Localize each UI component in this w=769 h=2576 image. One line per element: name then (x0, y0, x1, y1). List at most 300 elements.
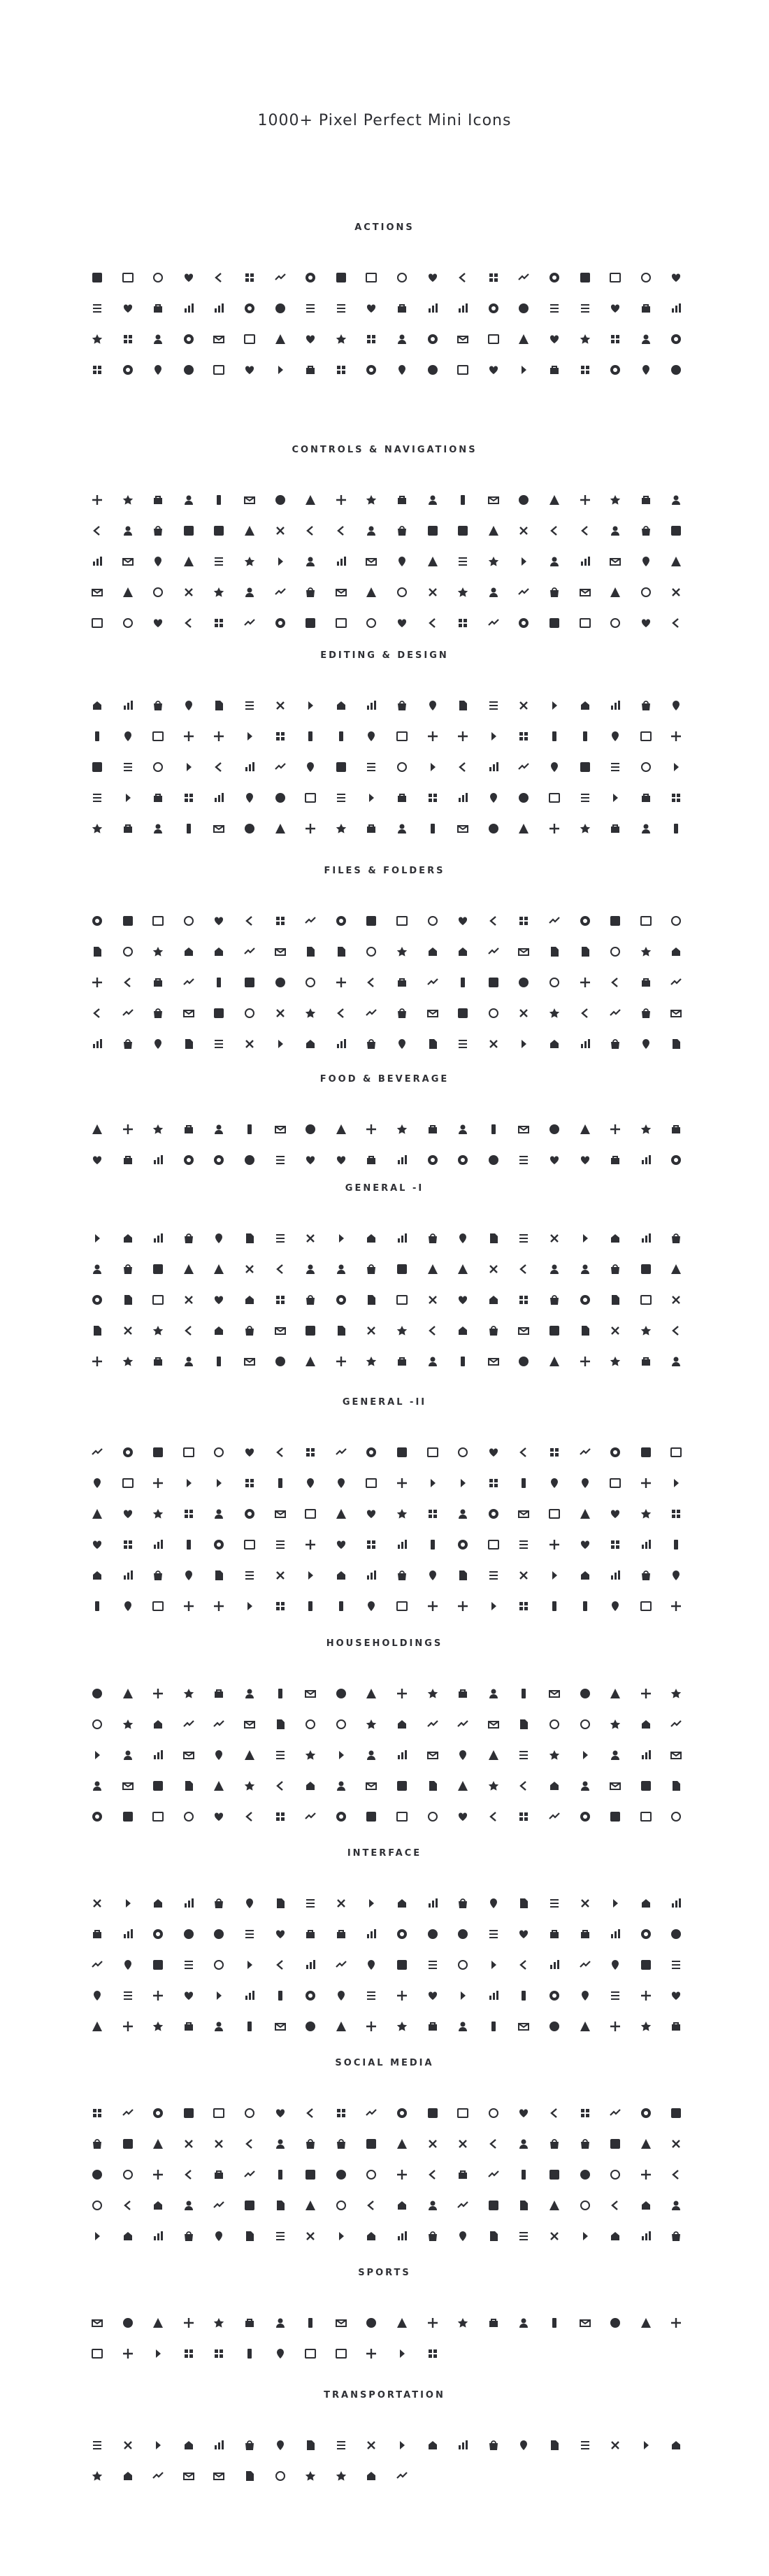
general2-glyph-icon (274, 1538, 287, 1551)
controls-glyph-icon (457, 617, 469, 629)
sports-glyph-icon (335, 2347, 347, 2360)
editing-glyph-icon (670, 699, 682, 712)
section-title: GENERAL -I (345, 1183, 424, 1194)
files-glyph-icon (182, 976, 195, 989)
actions-glyph-icon (548, 302, 561, 315)
editing-glyph-icon (91, 792, 103, 804)
interface-glyph-icon (122, 2020, 134, 2033)
actions-glyph-icon (396, 271, 408, 284)
files-glyph-icon (213, 915, 225, 927)
icon-row (91, 699, 678, 713)
social-glyph-icon (274, 2168, 287, 2181)
food-glyph-icon (335, 1123, 347, 1136)
files-glyph-icon (579, 945, 591, 958)
editing-glyph-icon (304, 730, 317, 743)
controls-glyph-icon (182, 555, 195, 568)
editing-glyph-icon (670, 761, 682, 773)
social-glyph-icon (91, 2199, 103, 2212)
editing-glyph-icon (609, 761, 621, 773)
food-glyph-icon (152, 1123, 164, 1136)
controls-glyph-icon (91, 586, 103, 599)
general2-glyph-icon (365, 1569, 378, 1582)
general1-glyph-icon (670, 1324, 682, 1337)
house-glyph-icon (670, 1810, 682, 1823)
transport-glyph-icon (396, 2470, 408, 2482)
general1-glyph-icon (609, 1232, 621, 1245)
sports-glyph-icon (213, 2347, 225, 2360)
interface-glyph-icon (640, 2020, 652, 2033)
food-glyph-icon (579, 1123, 591, 1136)
general2-glyph-icon (457, 1508, 469, 1520)
general2-glyph-icon (426, 1477, 439, 1489)
transport-glyph-icon (335, 2470, 347, 2482)
interface-glyph-icon (243, 1897, 256, 1910)
general1-glyph-icon (91, 1294, 103, 1306)
social-glyph-icon (274, 2107, 287, 2119)
controls-glyph-icon (243, 494, 256, 506)
files-glyph-icon (548, 915, 561, 927)
house-glyph-icon (274, 1810, 287, 1823)
icon-row (91, 730, 678, 744)
general2-glyph-icon (609, 1477, 621, 1489)
editing-glyph-icon (243, 792, 256, 804)
house-glyph-icon (122, 1687, 134, 1700)
general1-glyph-icon (335, 1355, 347, 1368)
interface-glyph-icon (152, 1928, 164, 1940)
food-glyph-icon (243, 1154, 256, 1166)
files-glyph-icon (396, 1038, 408, 1050)
general1-glyph-icon (243, 1232, 256, 1245)
files-glyph-icon (182, 945, 195, 958)
general1-glyph-icon (122, 1355, 134, 1368)
editing-glyph-icon (335, 822, 347, 835)
actions-glyph-icon (304, 271, 317, 284)
controls-glyph-icon (91, 555, 103, 568)
files-glyph-icon (122, 1038, 134, 1050)
files-glyph-icon (396, 915, 408, 927)
controls-glyph-icon (152, 586, 164, 599)
transport-glyph-icon (91, 2439, 103, 2452)
files-glyph-icon (243, 976, 256, 989)
general2-glyph-icon (457, 1600, 469, 1612)
interface-glyph-icon (426, 1989, 439, 2002)
house-glyph-icon (122, 1718, 134, 1731)
icon-row (91, 494, 678, 508)
food-glyph-icon (304, 1154, 317, 1166)
controls-glyph-icon (609, 524, 621, 537)
editing-glyph-icon (457, 761, 469, 773)
actions-glyph-icon (152, 333, 164, 345)
transport-glyph-icon (91, 2470, 103, 2482)
actions-glyph-icon (579, 271, 591, 284)
interface-glyph-icon (579, 1959, 591, 1971)
files-glyph-icon (517, 945, 530, 958)
editing-glyph-icon (457, 792, 469, 804)
section-title: SOCIAL MEDIA (335, 2058, 434, 2068)
files-glyph-icon (579, 1007, 591, 1019)
interface-glyph-icon (609, 1897, 621, 1910)
controls-glyph-icon (365, 555, 378, 568)
files-glyph-icon (426, 976, 439, 989)
house-glyph-icon (152, 1810, 164, 1823)
interface-glyph-icon (396, 1959, 408, 1971)
food-glyph-icon (457, 1123, 469, 1136)
section-title: ACTIONS (354, 222, 415, 233)
editing-glyph-icon (152, 699, 164, 712)
controls-glyph-icon (426, 524, 439, 537)
transport-glyph-icon (487, 2439, 500, 2452)
general1-glyph-icon (243, 1263, 256, 1275)
house-glyph-icon (609, 1749, 621, 1761)
interface-glyph-icon (182, 1959, 195, 1971)
interface-glyph-icon (274, 1897, 287, 1910)
interface-glyph-icon (304, 1928, 317, 1940)
general1-glyph-icon (396, 1294, 408, 1306)
house-glyph-icon (640, 1810, 652, 1823)
general1-glyph-icon (579, 1263, 591, 1275)
controls-glyph-icon (122, 555, 134, 568)
actions-glyph-icon (426, 302, 439, 315)
social-glyph-icon (182, 2230, 195, 2242)
controls-glyph-icon (182, 494, 195, 506)
actions-glyph-icon (517, 364, 530, 376)
editing-glyph-icon (91, 730, 103, 743)
sports-glyph-icon (304, 2347, 317, 2360)
social-glyph-icon (487, 2138, 500, 2150)
files-glyph-icon (517, 915, 530, 927)
icon-row (91, 364, 678, 378)
editing-glyph-icon (91, 761, 103, 773)
interface-glyph-icon (457, 1928, 469, 1940)
general2-glyph-icon (640, 1538, 652, 1551)
files-glyph-icon (243, 1038, 256, 1050)
controls-glyph-icon (517, 494, 530, 506)
house-glyph-icon (457, 1687, 469, 1700)
editing-glyph-icon (426, 822, 439, 835)
files-glyph-icon (91, 1038, 103, 1050)
food-glyph-icon (213, 1123, 225, 1136)
controls-glyph-icon (579, 555, 591, 568)
interface-glyph-icon (548, 1959, 561, 1971)
social-glyph-icon (213, 2138, 225, 2150)
actions-glyph-icon (670, 271, 682, 284)
general2-glyph-icon (396, 1508, 408, 1520)
controls-glyph-icon (213, 555, 225, 568)
general1-glyph-icon (152, 1294, 164, 1306)
controls-glyph-icon (304, 524, 317, 537)
general2-glyph-icon (548, 1446, 561, 1459)
interface-glyph-icon (548, 1928, 561, 1940)
transport-glyph-icon (243, 2439, 256, 2452)
food-glyph-icon (274, 1123, 287, 1136)
general2-glyph-icon (396, 1569, 408, 1582)
house-glyph-icon (396, 1687, 408, 1700)
general1-glyph-icon (304, 1263, 317, 1275)
house-glyph-icon (579, 1687, 591, 1700)
actions-glyph-icon (365, 333, 378, 345)
controls-glyph-icon (396, 524, 408, 537)
general2-glyph-icon (274, 1569, 287, 1582)
food-glyph-icon (335, 1154, 347, 1166)
social-glyph-icon (365, 2168, 378, 2181)
editing-glyph-icon (426, 792, 439, 804)
controls-glyph-icon (243, 555, 256, 568)
social-glyph-icon (609, 2199, 621, 2212)
icon-row (91, 1038, 678, 1052)
social-glyph-icon (609, 2107, 621, 2119)
sports-glyph-icon (365, 2347, 378, 2360)
general1-glyph-icon (182, 1294, 195, 1306)
social-glyph-icon (396, 2138, 408, 2150)
food-glyph-icon (609, 1123, 621, 1136)
interface-glyph-icon (304, 1959, 317, 1971)
house-glyph-icon (213, 1687, 225, 1700)
food-glyph-icon (426, 1123, 439, 1136)
icon-row (91, 761, 678, 775)
editing-glyph-icon (609, 699, 621, 712)
house-glyph-icon (426, 1810, 439, 1823)
house-glyph-icon (274, 1718, 287, 1731)
editing-glyph-icon (457, 699, 469, 712)
general1-glyph-icon (91, 1232, 103, 1245)
social-glyph-icon (335, 2168, 347, 2181)
files-glyph-icon (182, 1038, 195, 1050)
social-glyph-icon (426, 2138, 439, 2150)
files-glyph-icon (609, 976, 621, 989)
social-glyph-icon (304, 2138, 317, 2150)
social-glyph-icon (365, 2107, 378, 2119)
house-glyph-icon (243, 1749, 256, 1761)
general2-glyph-icon (304, 1477, 317, 1489)
interface-glyph-icon (517, 1897, 530, 1910)
transport-glyph-icon (182, 2470, 195, 2482)
actions-glyph-icon (487, 333, 500, 345)
general1-glyph-icon (457, 1263, 469, 1275)
interface-glyph-icon (426, 1897, 439, 1910)
social-glyph-icon (517, 2138, 530, 2150)
house-glyph-icon (487, 1810, 500, 1823)
files-glyph-icon (122, 945, 134, 958)
social-glyph-icon (335, 2230, 347, 2242)
general1-glyph-icon (335, 1294, 347, 1306)
general2-glyph-icon (487, 1569, 500, 1582)
actions-glyph-icon (243, 302, 256, 315)
house-glyph-icon (396, 1810, 408, 1823)
general1-glyph-icon (365, 1232, 378, 1245)
food-glyph-icon (670, 1123, 682, 1136)
social-glyph-icon (152, 2199, 164, 2212)
social-glyph-icon (457, 2230, 469, 2242)
general2-glyph-icon (365, 1508, 378, 1520)
actions-glyph-icon (457, 333, 469, 345)
transport-glyph-icon (243, 2470, 256, 2482)
general2-glyph-icon (396, 1600, 408, 1612)
controls-glyph-icon (365, 494, 378, 506)
editing-glyph-icon (122, 792, 134, 804)
section-title: TRANSPORTATION (324, 2390, 445, 2400)
house-glyph-icon (213, 1718, 225, 1731)
general2-glyph-icon (122, 1538, 134, 1551)
controls-glyph-icon (152, 555, 164, 568)
interface-glyph-icon (426, 1959, 439, 1971)
general1-glyph-icon (152, 1324, 164, 1337)
icon-row (91, 1508, 678, 1522)
controls-glyph-icon (91, 617, 103, 629)
editing-glyph-icon (152, 730, 164, 743)
interface-glyph-icon (670, 1897, 682, 1910)
interface-glyph-icon (213, 1897, 225, 1910)
files-glyph-icon (274, 1007, 287, 1019)
food-glyph-icon (152, 1154, 164, 1166)
general2-glyph-icon (243, 1477, 256, 1489)
house-glyph-icon (213, 1749, 225, 1761)
social-glyph-icon (426, 2199, 439, 2212)
editing-glyph-icon (122, 730, 134, 743)
house-glyph-icon (335, 1810, 347, 1823)
editing-glyph-icon (426, 730, 439, 743)
social-glyph-icon (182, 2199, 195, 2212)
general1-glyph-icon (304, 1355, 317, 1368)
general1-glyph-icon (457, 1232, 469, 1245)
food-glyph-icon (182, 1154, 195, 1166)
transport-glyph-icon (365, 2470, 378, 2482)
actions-glyph-icon (91, 271, 103, 284)
controls-glyph-icon (670, 555, 682, 568)
general2-glyph-icon (304, 1508, 317, 1520)
actions-glyph-icon (670, 302, 682, 315)
actions-glyph-icon (91, 302, 103, 315)
interface-glyph-icon (517, 1928, 530, 1940)
sports-glyph-icon (517, 2317, 530, 2329)
social-glyph-icon (609, 2230, 621, 2242)
controls-glyph-icon (487, 586, 500, 599)
social-glyph-icon (487, 2199, 500, 2212)
interface-glyph-icon (670, 1989, 682, 2002)
actions-glyph-icon (182, 364, 195, 376)
files-glyph-icon (304, 976, 317, 989)
house-glyph-icon (579, 1749, 591, 1761)
general2-glyph-icon (548, 1477, 561, 1489)
sports-glyph-icon (243, 2347, 256, 2360)
social-glyph-icon (579, 2168, 591, 2181)
files-glyph-icon (335, 945, 347, 958)
general2-glyph-icon (182, 1508, 195, 1520)
files-glyph-icon (365, 976, 378, 989)
general2-glyph-icon (487, 1600, 500, 1612)
general2-glyph-icon (365, 1538, 378, 1551)
general1-glyph-icon (396, 1355, 408, 1368)
food-glyph-icon (91, 1123, 103, 1136)
icon-row (91, 1446, 678, 1460)
interface-glyph-icon (152, 1959, 164, 1971)
controls-glyph-icon (517, 586, 530, 599)
house-glyph-icon (91, 1749, 103, 1761)
interface-glyph-icon (517, 1959, 530, 1971)
editing-glyph-icon (213, 699, 225, 712)
sports-glyph-icon (91, 2347, 103, 2360)
icon-row (91, 945, 678, 959)
files-glyph-icon (457, 1038, 469, 1050)
controls-glyph-icon (609, 555, 621, 568)
controls-glyph-icon (213, 494, 225, 506)
sports-glyph-icon (91, 2317, 103, 2329)
editing-glyph-icon (274, 822, 287, 835)
house-glyph-icon (517, 1749, 530, 1761)
general1-glyph-icon (517, 1294, 530, 1306)
general2-glyph-icon (457, 1538, 469, 1551)
general2-glyph-icon (152, 1569, 164, 1582)
files-glyph-icon (91, 976, 103, 989)
actions-glyph-icon (487, 271, 500, 284)
controls-glyph-icon (152, 494, 164, 506)
sports-glyph-icon (365, 2317, 378, 2329)
interface-glyph-icon (548, 2020, 561, 2033)
general1-glyph-icon (579, 1324, 591, 1337)
actions-glyph-icon (335, 333, 347, 345)
files-glyph-icon (517, 1038, 530, 1050)
general2-glyph-icon (122, 1569, 134, 1582)
files-glyph-icon (304, 1038, 317, 1050)
controls-glyph-icon (213, 586, 225, 599)
editing-glyph-icon (579, 730, 591, 743)
actions-glyph-icon (426, 271, 439, 284)
general2-glyph-icon (517, 1508, 530, 1520)
general1-glyph-icon (122, 1324, 134, 1337)
social-glyph-icon (487, 2230, 500, 2242)
social-glyph-icon (243, 2168, 256, 2181)
general2-glyph-icon (579, 1508, 591, 1520)
general2-glyph-icon (91, 1446, 103, 1459)
sports-glyph-icon (426, 2317, 439, 2329)
house-glyph-icon (335, 1718, 347, 1731)
food-glyph-icon (517, 1123, 530, 1136)
sports-glyph-icon (304, 2317, 317, 2329)
page-title: 1000+ Pixel Perfect Mini Icons (257, 112, 512, 129)
transport-glyph-icon (640, 2439, 652, 2452)
sports-glyph-icon (274, 2317, 287, 2329)
social-glyph-icon (670, 2107, 682, 2119)
controls-glyph-icon (548, 617, 561, 629)
interface-glyph-icon (365, 1989, 378, 2002)
general2-glyph-icon (335, 1508, 347, 1520)
general2-glyph-icon (670, 1508, 682, 1520)
actions-glyph-icon (517, 302, 530, 315)
actions-glyph-icon (122, 333, 134, 345)
controls-glyph-icon (182, 586, 195, 599)
editing-glyph-icon (243, 699, 256, 712)
controls-glyph-icon (274, 555, 287, 568)
house-glyph-icon (91, 1810, 103, 1823)
files-glyph-icon (243, 1007, 256, 1019)
house-glyph-icon (304, 1810, 317, 1823)
files-glyph-icon (670, 1038, 682, 1050)
food-glyph-icon (365, 1123, 378, 1136)
social-glyph-icon (640, 2138, 652, 2150)
interface-glyph-icon (640, 1959, 652, 1971)
general2-glyph-icon (457, 1569, 469, 1582)
icon-row (91, 1123, 678, 1137)
controls-glyph-icon (548, 524, 561, 537)
interface-glyph-icon (365, 1928, 378, 1940)
general1-glyph-icon (304, 1324, 317, 1337)
house-glyph-icon (517, 1718, 530, 1731)
general2-glyph-icon (335, 1600, 347, 1612)
interface-glyph-icon (517, 1989, 530, 2002)
food-glyph-icon (640, 1154, 652, 1166)
icon-row (91, 1538, 678, 1552)
general2-glyph-icon (213, 1477, 225, 1489)
controls-glyph-icon (640, 555, 652, 568)
